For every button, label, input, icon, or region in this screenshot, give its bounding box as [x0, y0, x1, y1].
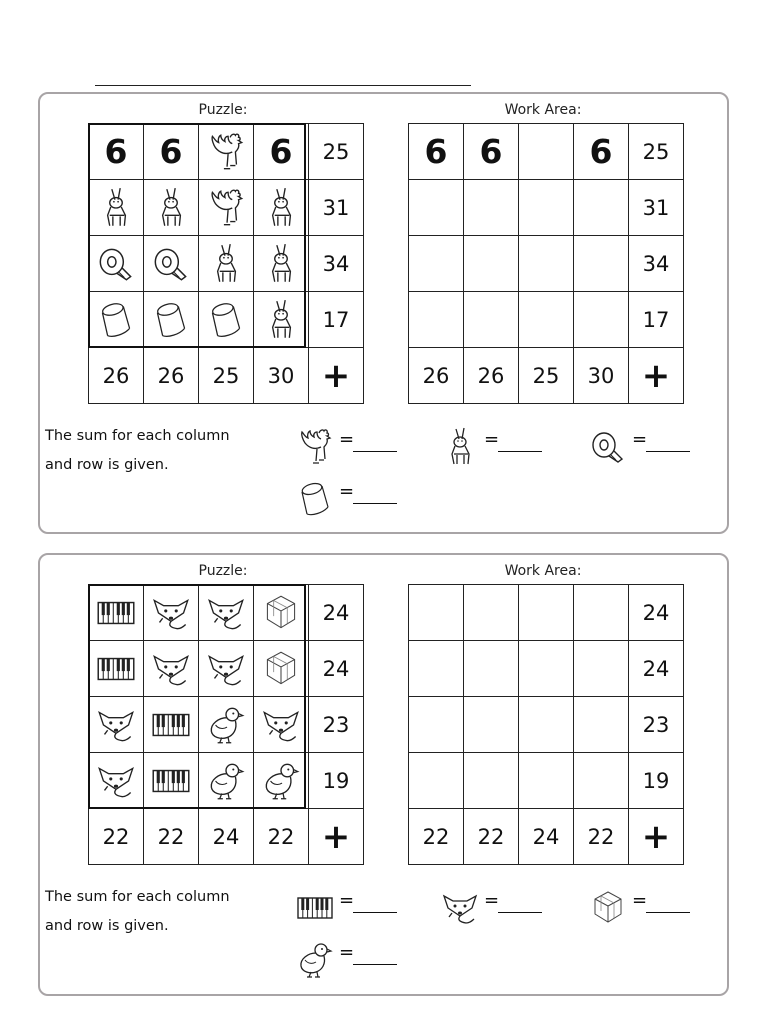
column-sum: 24: [519, 809, 574, 865]
instruction-line-2: and row is given.: [45, 457, 169, 473]
tape-icon: [95, 241, 137, 287]
plus-sign: +: [309, 348, 364, 404]
chick-icon: [295, 938, 335, 982]
row-sum: 23: [629, 697, 684, 753]
equals-sign: =: [339, 481, 355, 502]
puzzle-grid: [88, 123, 364, 404]
work-cell-empty[interactable]: [519, 585, 574, 641]
column-sum: 25: [519, 348, 574, 404]
work-cell-empty[interactable]: [409, 641, 464, 697]
grid-cell-chick: [199, 697, 254, 753]
grid-row: [409, 236, 684, 292]
column-sum: 30: [254, 348, 309, 404]
grid-row: [409, 697, 684, 753]
column-sum: 22: [409, 809, 464, 865]
row-sum: 19: [629, 753, 684, 809]
grid-row: [409, 585, 684, 641]
equals-sign: =: [339, 942, 355, 963]
fox-icon: [440, 886, 480, 930]
equals-sign: =: [632, 890, 648, 911]
piano-icon: [150, 758, 192, 804]
row-sum: 23: [309, 697, 364, 753]
grid-row: [89, 348, 364, 404]
grid-cell-fox: [199, 585, 254, 641]
work-cell-empty[interactable]: [464, 697, 519, 753]
row-sum: 25: [309, 124, 364, 180]
row-sum: 25: [629, 124, 684, 180]
marshmallow-icon: [295, 477, 335, 521]
grid-row: [89, 124, 364, 180]
grid-cell-donkey: [254, 180, 309, 236]
equals-sign: =: [484, 429, 500, 450]
equals-sign: =: [339, 890, 355, 911]
work-cell-empty[interactable]: [574, 585, 629, 641]
grid-row: [409, 292, 684, 348]
grid-cell-value[interactable]: 6: [409, 124, 464, 180]
work-area-grid[interactable]: [408, 123, 684, 404]
grid-cell-donkey: [144, 180, 199, 236]
grid-cell-piano: [144, 753, 199, 809]
instruction-line-1: The sum for each column: [45, 428, 230, 444]
grid-cell-piano: [144, 697, 199, 753]
grid-row: [409, 180, 684, 236]
grid-row: [409, 809, 684, 865]
answer-blank[interactable]: [353, 912, 397, 913]
grid-cell-value[interactable]: 6: [574, 124, 629, 180]
puzzle-grid: [88, 584, 364, 865]
cube-icon: [260, 590, 302, 636]
work-cell-empty[interactable]: [519, 292, 574, 348]
answer-blank[interactable]: [498, 451, 542, 452]
grid-cell-marshmallow: [89, 292, 144, 348]
piano-icon: [95, 646, 137, 692]
grid-cell-donkey: [89, 180, 144, 236]
work-cell-empty[interactable]: [574, 753, 629, 809]
column-sum: 22: [254, 809, 309, 865]
grid-cell-donkey: [254, 292, 309, 348]
column-sum: 25: [199, 348, 254, 404]
fox-icon: [205, 646, 247, 692]
fox-icon: [95, 758, 137, 804]
grid-cell-cube: [254, 641, 309, 697]
column-sum: 22: [144, 809, 199, 865]
grid-cell-rooster: [199, 180, 254, 236]
row-sum: 31: [309, 180, 364, 236]
puzzle-title: Puzzle:: [198, 102, 248, 118]
row-sum: 19: [309, 753, 364, 809]
equals-sign: =: [484, 890, 500, 911]
donkey-icon: [260, 297, 302, 343]
work-cell-empty[interactable]: [409, 585, 464, 641]
name-line: [95, 85, 471, 86]
grid-row: [409, 641, 684, 697]
marshmallow-icon: [150, 297, 192, 343]
row-sum: 24: [309, 585, 364, 641]
grid-cell-fox: [144, 585, 199, 641]
grid-row: [89, 585, 364, 641]
fox-icon: [260, 702, 302, 748]
grid-cell-fox: [254, 697, 309, 753]
grid-row: [89, 697, 364, 753]
grid-cell-marshmallow: [144, 292, 199, 348]
marshmallow-icon: [205, 297, 247, 343]
answer-blank[interactable]: [353, 964, 397, 965]
piano-icon: [295, 886, 335, 930]
work-cell-empty[interactable]: [464, 585, 519, 641]
grid-cell-value: 6: [144, 124, 199, 180]
column-sum: 22: [464, 809, 519, 865]
row-sum: 34: [629, 236, 684, 292]
grid-row: [89, 180, 364, 236]
grid-row: [89, 809, 364, 865]
plus-sign: +: [629, 348, 684, 404]
row-sum: 31: [629, 180, 684, 236]
answer-blank[interactable]: [353, 451, 397, 452]
grid-cell-tape: [144, 236, 199, 292]
column-sum: 26: [144, 348, 199, 404]
work-cell-empty[interactable]: [409, 292, 464, 348]
work-cell-empty[interactable]: [519, 124, 574, 180]
work-cell-empty[interactable]: [574, 292, 629, 348]
piano-icon: [95, 590, 137, 636]
answer-blank[interactable]: [353, 503, 397, 504]
grid-row: [409, 124, 684, 180]
equals-sign: =: [632, 429, 648, 450]
grid-cell-fox: [89, 753, 144, 809]
puzzle-panel-2: [38, 553, 729, 996]
donkey-icon: [205, 241, 247, 287]
work-cell-empty[interactable]: [519, 697, 574, 753]
answer-blank[interactable]: [498, 912, 542, 913]
marshmallow-icon: [95, 297, 137, 343]
donkey-icon: [440, 425, 480, 469]
plus-sign: +: [629, 809, 684, 865]
work-cell-empty[interactable]: [464, 753, 519, 809]
grid-cell-piano: [89, 585, 144, 641]
work-cell-empty[interactable]: [574, 641, 629, 697]
column-sum: 22: [574, 809, 629, 865]
work-cell-empty[interactable]: [409, 697, 464, 753]
column-sum: 26: [89, 348, 144, 404]
chick-icon: [260, 758, 302, 804]
puzzle-title: Puzzle:: [198, 563, 248, 579]
grid-cell-marshmallow: [199, 292, 254, 348]
equals-sign: =: [339, 429, 355, 450]
puzzle-panel-1: [38, 92, 729, 534]
work-area-grid[interactable]: [408, 584, 684, 865]
work-cell-empty[interactable]: [464, 236, 519, 292]
work-cell-empty[interactable]: [519, 180, 574, 236]
work-area-title: Work Area:: [504, 102, 582, 118]
grid-cell-cube: [254, 585, 309, 641]
grid-row: [409, 348, 684, 404]
work-cell-empty[interactable]: [574, 236, 629, 292]
chick-icon: [205, 758, 247, 804]
column-sum: 30: [574, 348, 629, 404]
grid-cell-donkey: [254, 236, 309, 292]
grid-row: [89, 236, 364, 292]
work-cell-empty[interactable]: [464, 180, 519, 236]
column-sum: 26: [409, 348, 464, 404]
work-cell-empty[interactable]: [409, 180, 464, 236]
work-cell-empty[interactable]: [519, 641, 574, 697]
plus-sign: +: [309, 809, 364, 865]
work-cell-empty[interactable]: [519, 753, 574, 809]
rooster-icon: [205, 129, 247, 175]
work-cell-empty[interactable]: [574, 180, 629, 236]
grid-row: [89, 292, 364, 348]
tape-icon: [150, 241, 192, 287]
grid-row: [409, 753, 684, 809]
rooster-icon: [205, 185, 247, 231]
instructions: [45, 883, 255, 941]
fox-icon: [150, 590, 192, 636]
grid-cell-fox: [89, 697, 144, 753]
work-cell-empty[interactable]: [409, 236, 464, 292]
piano-icon: [150, 702, 192, 748]
donkey-icon: [150, 185, 192, 231]
row-sum: 24: [629, 585, 684, 641]
work-area-title: Work Area:: [504, 563, 582, 579]
grid-cell-chick: [199, 753, 254, 809]
grid-cell-piano: [89, 641, 144, 697]
grid-cell-fox: [144, 641, 199, 697]
answer-blank[interactable]: [646, 451, 690, 452]
column-sum: 26: [464, 348, 519, 404]
grid-cell-value: 6: [254, 124, 309, 180]
row-sum: 24: [629, 641, 684, 697]
grid-cell-chick: [254, 753, 309, 809]
work-cell-empty[interactable]: [409, 753, 464, 809]
column-sum: 22: [89, 809, 144, 865]
fox-icon: [95, 702, 137, 748]
grid-row: [89, 753, 364, 809]
donkey-icon: [260, 185, 302, 231]
grid-cell-tape: [89, 236, 144, 292]
donkey-icon: [260, 241, 302, 287]
instruction-line-2: and row is given.: [45, 918, 169, 934]
grid-cell-fox: [199, 641, 254, 697]
row-sum: 17: [629, 292, 684, 348]
work-cell-empty[interactable]: [519, 236, 574, 292]
cube-icon: [588, 886, 628, 930]
grid-cell-rooster: [199, 124, 254, 180]
fox-icon: [205, 590, 247, 636]
work-cell-empty[interactable]: [464, 641, 519, 697]
answer-blank[interactable]: [646, 912, 690, 913]
grid-row: [89, 641, 364, 697]
fox-icon: [150, 646, 192, 692]
donkey-icon: [95, 185, 137, 231]
instructions: [45, 422, 255, 480]
row-sum: 24: [309, 641, 364, 697]
instruction-line-1: The sum for each column: [45, 889, 230, 905]
grid-cell-value[interactable]: 6: [464, 124, 519, 180]
rooster-icon: [295, 425, 335, 469]
chick-icon: [205, 702, 247, 748]
work-cell-empty[interactable]: [574, 697, 629, 753]
row-sum: 17: [309, 292, 364, 348]
row-sum: 34: [309, 236, 364, 292]
grid-cell-value: 6: [89, 124, 144, 180]
column-sum: 24: [199, 809, 254, 865]
grid-cell-donkey: [199, 236, 254, 292]
work-cell-empty[interactable]: [464, 292, 519, 348]
cube-icon: [260, 646, 302, 692]
tape-icon: [588, 425, 628, 469]
